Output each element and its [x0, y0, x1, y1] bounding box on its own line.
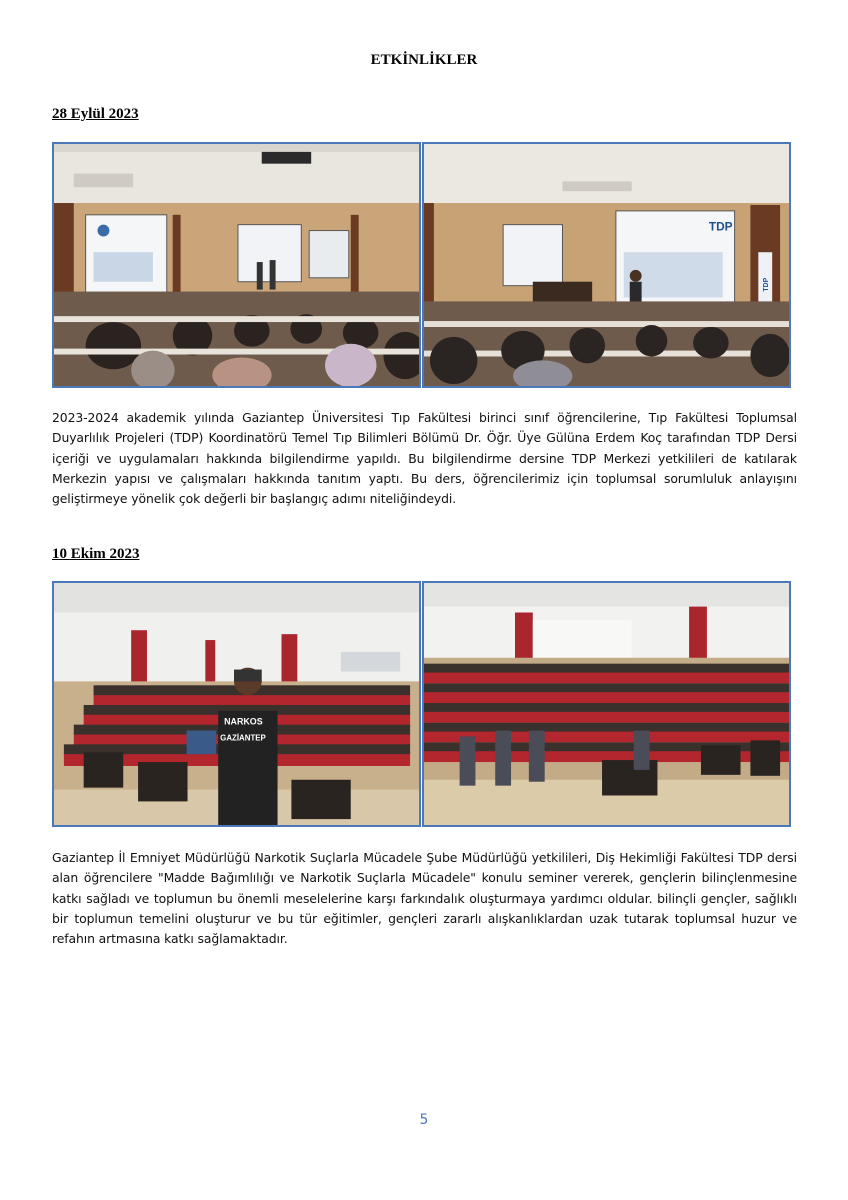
vest-text-bottom: GAZİANTEP — [220, 733, 266, 743]
page-number: 5 — [419, 1112, 429, 1128]
event-photo-seminar-hall-right — [422, 142, 791, 388]
banner-text: TDP — [763, 277, 771, 292]
section-paragraph: Gaziantep İl Emniyet Müdürlüğü Narkotik Suçlarla Mücadele Şube Müdürlüğü yetkilileri, Diş Hekimliği Fakültesi TDP dersi alan öğrencilere "Madde Bağımlılığı ve Narkotik Suçlarla Mücadele" konulu seminer vererek, gençlerin bilinçlenmesine katkı sağladı ve toplumun bu önemli meselelerine karşı farkındalık oluşturmaya yardımcı oldular. bilinçli gençler, sağlıklı bir toplumun temelini oluşturur ve bu tür eğitimler, gençleri zararlı alışkanlıklardan uzak tutarak toplumsal huzur ve refahın artmasına katkı sağlamaktadır. — [52, 850, 797, 947]
vest-text-top: NARKOS — [224, 716, 263, 727]
event-photo-auditorium-audience — [422, 581, 791, 827]
event-photo-auditorium-speaker — [52, 581, 421, 827]
screen-logo-text: TDP — [708, 219, 733, 234]
section-paragraph: 2023-2024 akademik yılında Gaziantep Üniversitesi Tıp Fakültesi birinci sınıf öğrencilerine, Tıp Fakültesi Toplumsal Duyarlılık Projeleri (TDP) Koordinatörü Temel Tıp Bilimleri Bölümü Dr. Öğr. Üye Gülüna Erdem Koç tarafından TDP Dersi içeriği ve uygulamaları hakkında bilgilendirme yapıldı. Bu bilgilendirme dersine TDP Merkezi yetkilileri de katılarak Merkezin yapısı ve çalışmaları hakkında tanıtım yaptı. Bu ders, öğrencilerimiz için toplumsal sorumluluk anlayışını geliştirmeye yönelik çok değerli bir başlangıç adımı niteliğindeydi. — [52, 410, 797, 507]
page-title: ETKİNLİKLER — [370, 52, 478, 68]
section-date: 10 Ekim 2023 — [52, 546, 140, 562]
event-photo-seminar-hall-left — [52, 142, 421, 388]
section-date: 28 Eylül 2023 — [52, 106, 139, 122]
